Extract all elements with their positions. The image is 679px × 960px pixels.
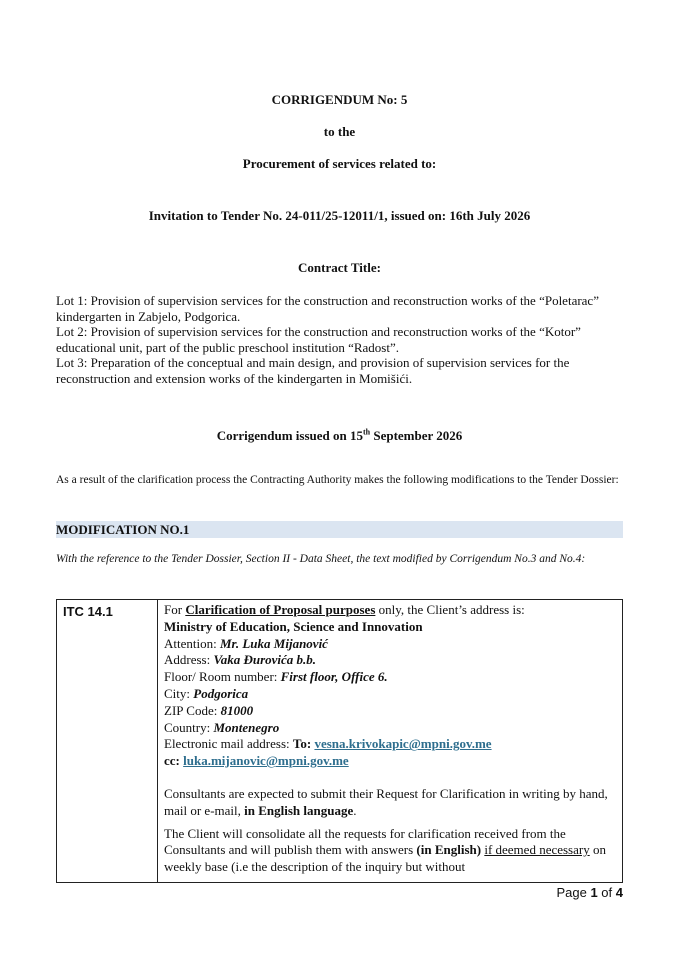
page-label: Page	[556, 885, 591, 900]
para1-pre: Consultants are expected to submit their Request for Clarification in writing by hand, mail or e-mail,	[164, 785, 608, 818]
attention-line	[164, 636, 616, 653]
modification-heading: MODIFICATION NO.1	[56, 522, 190, 537]
itc-table	[56, 599, 623, 883]
city-label: City:	[164, 685, 194, 701]
email-label: Electronic mail address:	[164, 736, 293, 752]
floor-line	[164, 669, 616, 686]
para2-pre: The Client will consolidate all the requests for clarification received from the Consultants and will publish them with answers	[164, 825, 566, 858]
lot-2: Lot 2: Provision of supervision services for the construction and reconstruction works of the “Kotor” educational unit, part of the public preschool institution “Radost”.	[56, 324, 581, 355]
doc-title: CORRIGENDUM No: 5	[271, 92, 408, 107]
issued-line	[0, 428, 679, 444]
client-address-intro	[164, 602, 616, 619]
country-value: Montenegro	[213, 719, 280, 735]
line1-underlined: Clarification of Proposal purposes	[185, 602, 376, 617]
country-label: Country:	[164, 719, 214, 735]
floor-label: Floor/ Room number:	[164, 669, 281, 685]
contract-title-label: Contract Title:	[298, 260, 381, 275]
issued-prefix: Corrigendum issued on 15	[216, 428, 363, 443]
country-line	[164, 720, 616, 737]
lots-list	[56, 293, 626, 386]
email-cc-link[interactable]: luka.mijanovic@mpni.gov.me	[183, 753, 349, 769]
address-line	[164, 652, 616, 669]
attention-label: Attention:	[164, 635, 220, 651]
lot-3: Lot 3: Preparation of the conceptual and main design, and provision of supervision services for the reconstruction and extension works of the kindergarten in Momišići.	[56, 355, 570, 386]
city-line	[164, 686, 616, 703]
itc-key: ITC 14.1	[57, 600, 158, 883]
para2-underlined: if deemed necessary	[484, 842, 590, 858]
issued-sup: th	[362, 427, 371, 437]
city-value: Podgorica	[193, 685, 249, 701]
modification-heading-bar	[56, 521, 623, 538]
intro-paragraph: As a result of the clarification process the Contracting Authority makes the following modifications to the Tender Dossier:	[56, 474, 619, 486]
attention-value: Mr. Luka Mijanović	[219, 635, 328, 651]
consolidation-paragraph	[164, 826, 616, 876]
para2-post: on weekly base (i.e the description of the inquiry but without	[164, 842, 606, 875]
email-to-link[interactable]: vesna.krivokapic@mpni.gov.me	[314, 736, 492, 752]
zip-label: ZIP Code:	[164, 702, 221, 718]
to-the-line: to the	[323, 124, 356, 139]
zip-value: 81000	[220, 702, 254, 718]
lot-1: Lot 1: Provision of supervision services for the construction and reconstruction works of the “Poletarac” kindergarten in Zabjelo, Podgorica.	[56, 293, 599, 324]
floor-value: First floor, Office 6.	[280, 669, 388, 685]
page-number: 1	[590, 885, 598, 900]
issued-suffix: September 2026	[370, 428, 463, 443]
itc-value	[158, 600, 623, 883]
spacer	[164, 770, 616, 786]
submission-paragraph	[164, 786, 616, 820]
para1-bold: in English language	[244, 802, 354, 818]
email-to-label: To:	[292, 736, 315, 752]
modification-reference: With the reference to the Tender Dossier, Section II - Data Sheet, the text modified by Corrigendum No.3 and No.4:	[56, 553, 586, 565]
address-label: Address:	[164, 652, 214, 668]
ministry-text: Ministry of Education, Science and Innovation	[164, 618, 423, 634]
invitation-line: Invitation to Tender No. 24-011/25-12011/1, issued on: 16th July 2026	[148, 208, 531, 223]
email-cc-label: cc:	[164, 753, 184, 769]
para1-post: .	[353, 802, 357, 818]
page-total: 4	[615, 885, 623, 900]
ministry-name	[164, 619, 616, 636]
page-footer	[556, 885, 623, 900]
email-line	[164, 736, 616, 753]
page-of: of	[597, 885, 616, 900]
para2-bold: (in English)	[416, 842, 482, 858]
cc-line	[164, 753, 616, 770]
zip-line	[164, 703, 616, 720]
address-value: Vaka Đurovića b.b.	[213, 652, 317, 668]
line1-pre: For	[164, 602, 186, 617]
procurement-line: Procurement of services related to:	[242, 156, 437, 171]
table-row	[57, 600, 623, 883]
line1-post: only, the Client’s address is:	[375, 602, 525, 617]
